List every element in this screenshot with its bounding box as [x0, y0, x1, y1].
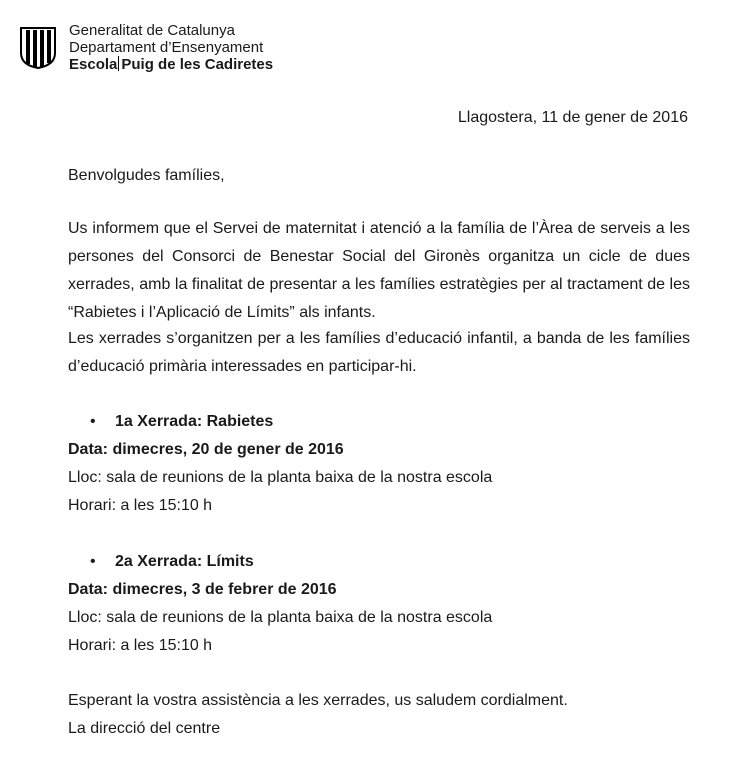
org-line-2: Departament d’Ensenyament [69, 39, 264, 56]
greeting: Benvolgudes famílies, [68, 167, 225, 184]
signature: La direcció del centre [68, 720, 221, 737]
school-name-rest: Puig de les Cadiretes [121, 56, 274, 73]
talk-date-1: Data: dimecres, 20 de gener de 2016 [68, 441, 344, 458]
org-line-1: Generalitat de Catalunya [69, 22, 235, 39]
talk-time-1: Horari: a les 15:10 h [68, 497, 213, 514]
intro-paragraph: Us informem que el Servei de maternitat i atenció a la família de l’Àrea de serveis a les persones del Consorci de Benestar Social del Gironès organitza un cicle de dues xerrades, amb la finalitat de presentar a les famílies estratègies per al tractament de les “Rabietes i l’Aplicació de Límits” als infants. [68, 220, 690, 321]
closing-line: Esperant la vostra assistència a les xerrades, us saludem cordialment. [68, 692, 568, 709]
talk-place-2: Lloc: sala de reunions de la planta baixa de la nostra escola [68, 609, 493, 626]
organization-block [69, 22, 273, 73]
closing-block [68, 687, 690, 743]
letterhead [18, 20, 318, 80]
school-word: Escola [69, 56, 118, 73]
talk-date-2: Data: dimecres, 3 de febrer de 2016 [68, 581, 337, 598]
school-name [69, 56, 273, 73]
talk-title-2: • 2a Xerrada: Límits [68, 548, 690, 576]
place-date: Llagostera, 11 de gener de 2016 [457, 109, 688, 126]
bullet-icon: • [90, 553, 96, 570]
talk-title-1: • 1a Xerrada: Rabietes [68, 408, 690, 436]
generalitat-logo-icon [18, 25, 58, 70]
talk-time-2: Horari: a les 15:10 h [68, 637, 213, 654]
talk-place-1: Lloc: sala de reunions de la planta baixa de la nostra escola [68, 469, 493, 486]
talk-block-2 [68, 548, 690, 660]
talk-block-1 [68, 408, 690, 520]
bullet-icon: • [90, 413, 96, 430]
intro-paragraph-2: Les xerrades s’organitzen per a les famílies d’educació infantil, a banda de les famílies d’educació primària interessades en participar-hi. [68, 330, 690, 375]
text-cursor [118, 56, 119, 71]
